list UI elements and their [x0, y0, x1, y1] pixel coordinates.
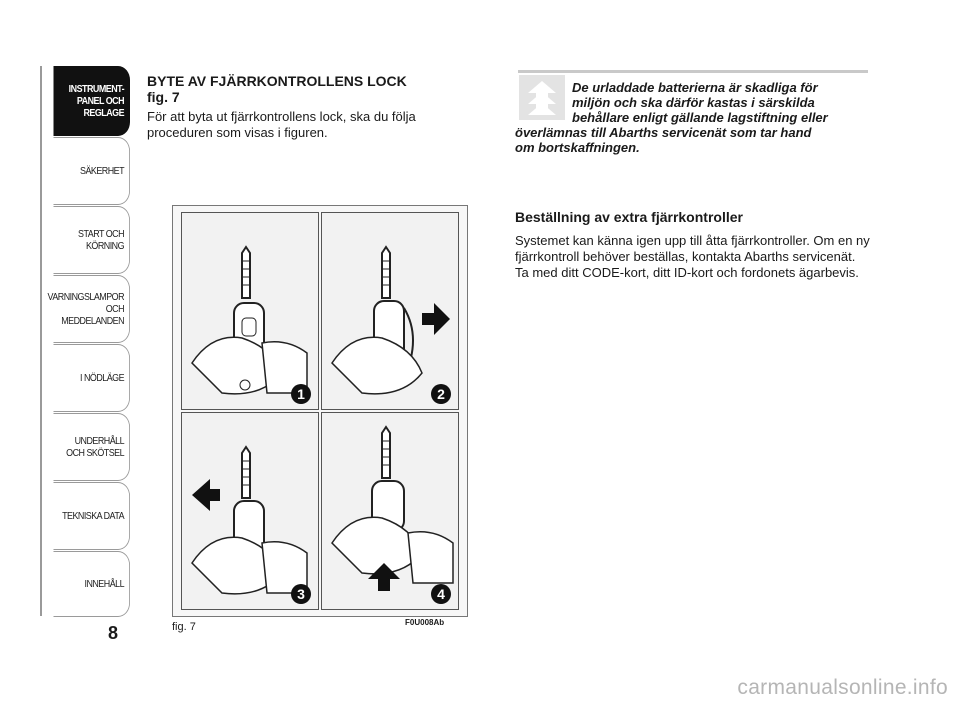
step-badge-2: 2: [431, 384, 451, 404]
key-illustration-3: [182, 413, 318, 609]
warning-line: miljön och ska därför kastas i särskilda: [572, 95, 815, 110]
section-heading-figref: fig. 7: [147, 89, 180, 105]
key-illustration-2: [322, 213, 458, 409]
figure-panel-2: [321, 212, 459, 410]
order-body: Systemet kan känna igen upp till åtta fjärrkontroller. Om en ny fjärrkontroll behöver beställas, kontakta Abarths servicenät. Ta med ditt CODE-kort, ditt ID-kort och fordonets ägarbevis.: [515, 233, 870, 280]
tab-warning-lights[interactable]: VARNINGSLAMPOR OCH MEDDELANDEN: [54, 275, 131, 343]
tab-emergency[interactable]: I NÖDLÄGE: [54, 344, 131, 412]
tab-maintenance[interactable]: UNDERHÅLL OCH SKÖTSEL: [54, 413, 131, 481]
warning-line: behållare enligt gällande lagstiftning eller: [572, 110, 828, 125]
tab-technical-data[interactable]: TEKNISKA DATA: [54, 482, 131, 550]
figure-panel-4: [321, 412, 459, 610]
figure-caption: fig. 7: [172, 621, 196, 633]
warning-line: överlämnas till Abarths servicenät som tar hand: [515, 125, 812, 140]
battery-warning: [515, 80, 870, 155]
arrow-right-icon: [422, 303, 450, 335]
watermark: carmanualsonline.info: [737, 676, 948, 699]
step-badge-4: 4: [431, 584, 451, 604]
figure-panel-1: [181, 212, 319, 410]
step-badge-3: 3: [291, 584, 311, 604]
warning-line: om bortskaffningen.: [515, 140, 640, 155]
tab-contents[interactable]: INNEHÅLL: [54, 551, 131, 617]
section-body: För att byta ut fjärrkontrollens lock, ska du följa proceduren som visas i figuren.: [147, 109, 416, 140]
key-illustration-4: [322, 413, 458, 609]
sidebar-spine: [40, 66, 42, 616]
section-key-cover: [147, 73, 467, 141]
section-heading: [147, 73, 467, 105]
figure-panel-3: [181, 412, 319, 610]
tab-instrument-panel[interactable]: INSTRUMENT- PANEL OCH REGLAGE: [54, 66, 131, 136]
arrow-left-icon: [192, 479, 220, 511]
tab-safety[interactable]: SÄKERHET: [54, 137, 131, 205]
tab-start-driving[interactable]: START OCH KÖRNING: [54, 206, 131, 274]
section-heading-title: BYTE AV FJÄRRKONTROLLENS LOCK: [147, 73, 407, 89]
step-badge-1: 1: [291, 384, 311, 404]
key-illustration-1: [182, 213, 318, 409]
warning-line: De urladdade batterierna är skadliga för: [572, 80, 818, 95]
order-heading: Beställning av extra fjärrkontroller: [515, 209, 743, 225]
figure-key-cover-steps: [172, 205, 468, 617]
page-number: 8: [108, 623, 119, 643]
section-rule: [518, 70, 868, 73]
figure-code: F0U008Ab: [405, 618, 445, 627]
